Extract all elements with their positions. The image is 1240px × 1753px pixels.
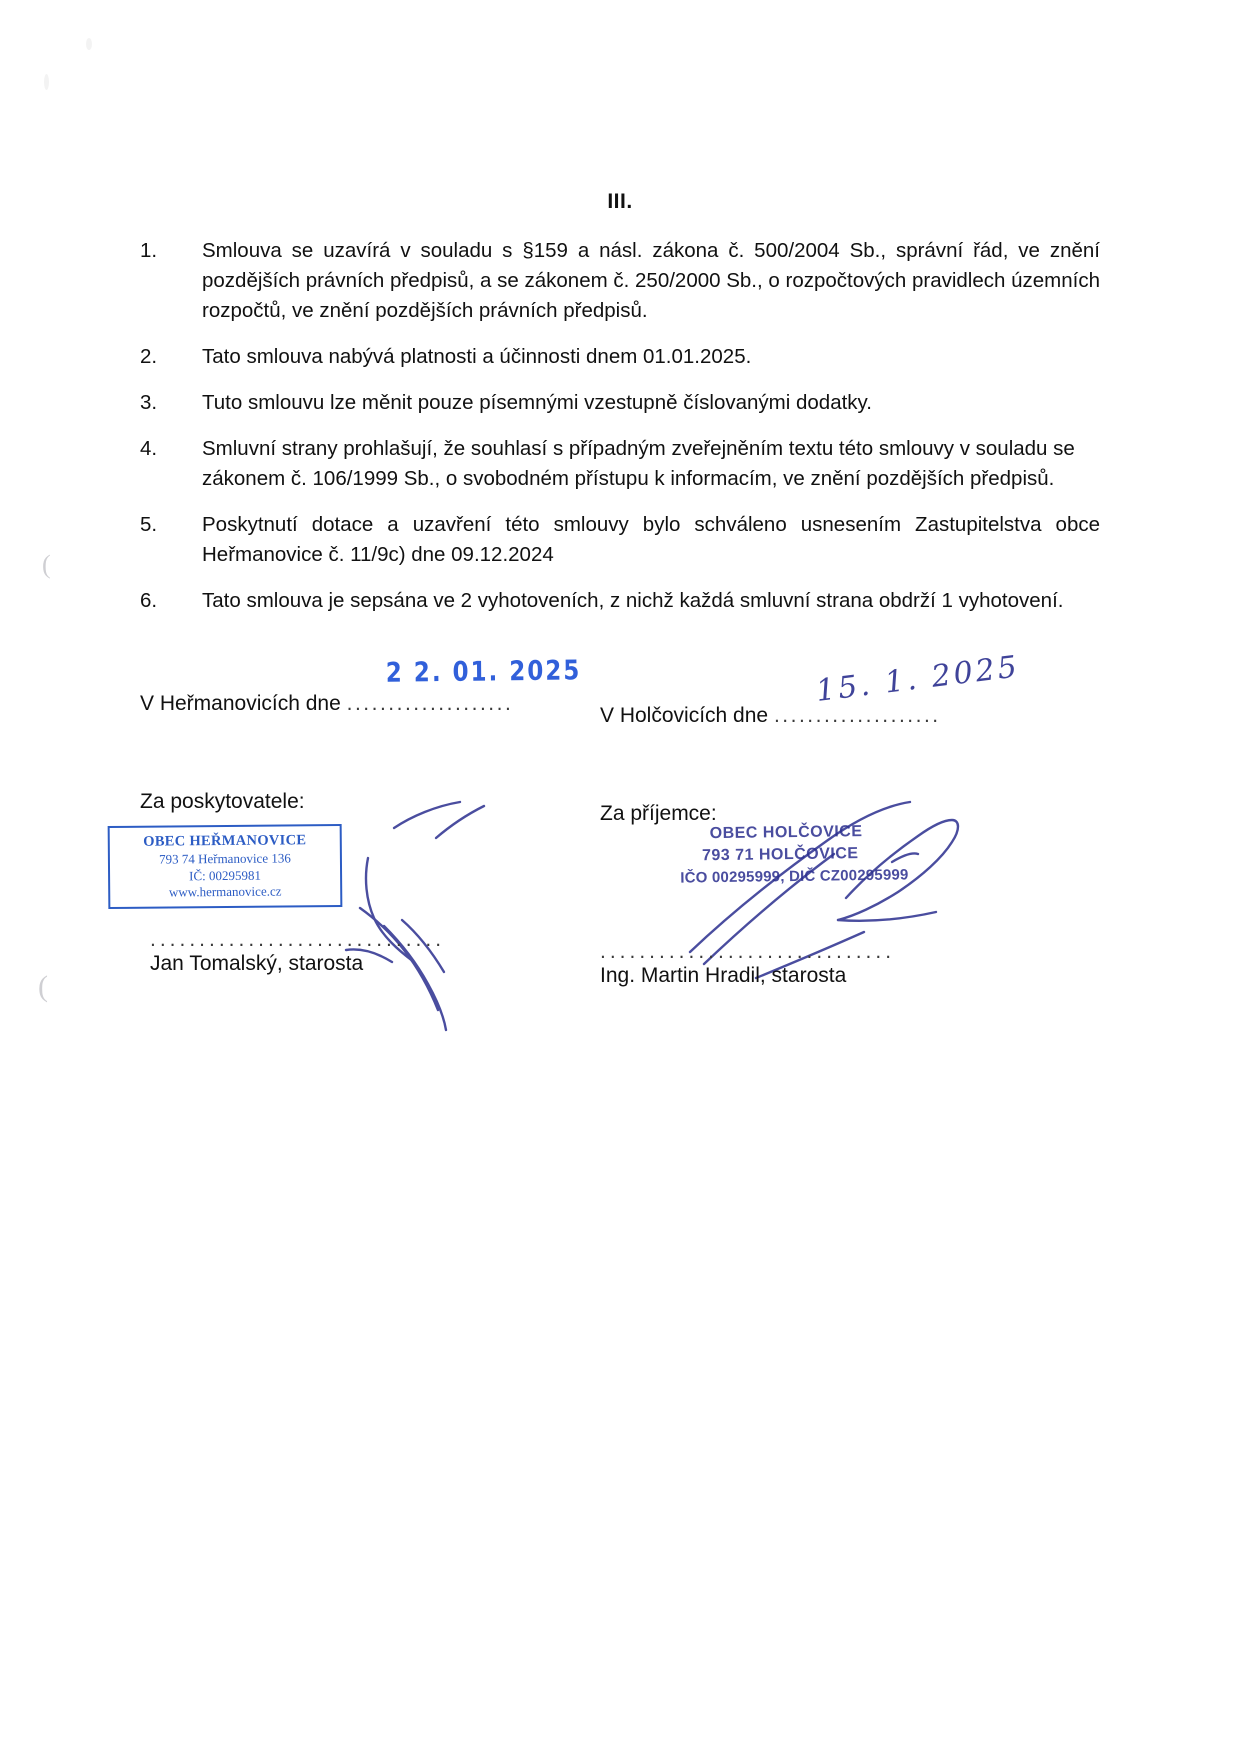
clause-text: Tuto smlouvu lze měnit pouze písemnými vzestupně číslovanými dodatky. [202, 391, 872, 414]
party-label-recipient: Za příjemce: [600, 802, 717, 825]
stamp-line-address: 793 71 HOLČOVICE [701, 845, 859, 865]
page-edge-mark: ( [42, 550, 51, 579]
signature-line-left: .............................. [150, 928, 446, 951]
clause-list [140, 236, 1100, 616]
scan-speck [44, 74, 49, 90]
section-heading: III. [607, 190, 633, 213]
stamp-line-municipality: OBEC HEŘMANOVICE [143, 832, 307, 850]
clause-number: 4. [140, 437, 158, 460]
stamp-line-ico: IČ: 00295981 [189, 867, 262, 884]
party-label-provider: Za poskytovatele: [140, 790, 305, 813]
clause-number: 5. [140, 513, 158, 536]
clause-item [140, 236, 1100, 326]
place-date-line-left [140, 655, 660, 718]
stamp-line-municipality: OBEC HOLČOVICE [709, 823, 863, 843]
page-edge-mark: ( [38, 970, 48, 1003]
signature-line-right: .............................. [600, 940, 896, 963]
clause-text: Smlouva se uzavírá v souladu s §159 a násl. zákona č. 500/2004 Sb., správní řád, ve znění pozdějších právních předpisů, a se zákonem č. 250/2000 Sb., o rozpočtových pravidlech územních rozpočtů, ve znění pozdějších právních předpisů. [202, 239, 1100, 322]
clause-text: Tato smlouva je sepsána ve 2 vyhotoveních, z nichž každá smluvní strana obdrží 1 vyhotovení. [202, 589, 1064, 612]
place-label-left: V Heřmanovicích dne [140, 692, 341, 715]
place-label-right: V Holčovicích dne [600, 704, 769, 727]
signature-block-recipient [600, 649, 1120, 987]
official-stamp-hermanovice [108, 824, 343, 909]
scan-speck [86, 38, 92, 50]
clause-text: Smluvní strany prohlašují, že souhlasí s případným zveřejněním textu této smlouvy v souladu se zákonem č. 106/1999 Sb., o svobodném přístupu k informacím, ve znění pozdějších předpisů. [202, 437, 1075, 490]
signer-name-right: Ing. Martin Hradil, starosta [600, 964, 847, 987]
dotted-fill: .................... [346, 692, 514, 715]
clause-item [140, 434, 1100, 494]
clause-item [140, 586, 1100, 616]
stamp-line-address: 793 74 Heřmanovice 136 [158, 850, 291, 867]
stamp-line-website: www.hermanovice.cz [168, 883, 282, 900]
clause-text: Tato smlouva nabývá platnosti a účinnosti dnem 01.01.2025. [202, 345, 752, 368]
signer-name-left: Jan Tomalský, starosta [150, 952, 364, 975]
clause-item [140, 510, 1100, 570]
stamp-line-ico-dic: IČO 00295999, DIČ CZ00295999 [680, 866, 909, 887]
date-stamp-left: 2 2. 01. 2025 [385, 655, 582, 689]
place-date-line-right [600, 649, 1120, 730]
handwritten-signature-left [340, 800, 640, 1040]
official-stamp-holcovice [680, 820, 909, 889]
clause-number: 6. [140, 589, 158, 612]
document-body [140, 190, 1100, 632]
clause-item [140, 342, 1100, 372]
clause-number: 3. [140, 391, 158, 414]
clause-item [140, 388, 1100, 418]
dotted-fill: .................... [773, 704, 941, 727]
clause-number: 2. [140, 345, 158, 368]
signature-area [0, 649, 1240, 1110]
handwritten-date-right: 15. 1. 2025 [814, 649, 1022, 709]
clause-text: Poskytnutí dotace a uzavření této smlouvy bylo schváleno usnesením Zastupitelstva obce Heřmanovice č. 11/9c) dne 09.12.2024 [202, 513, 1100, 566]
clause-number: 1. [140, 239, 158, 262]
